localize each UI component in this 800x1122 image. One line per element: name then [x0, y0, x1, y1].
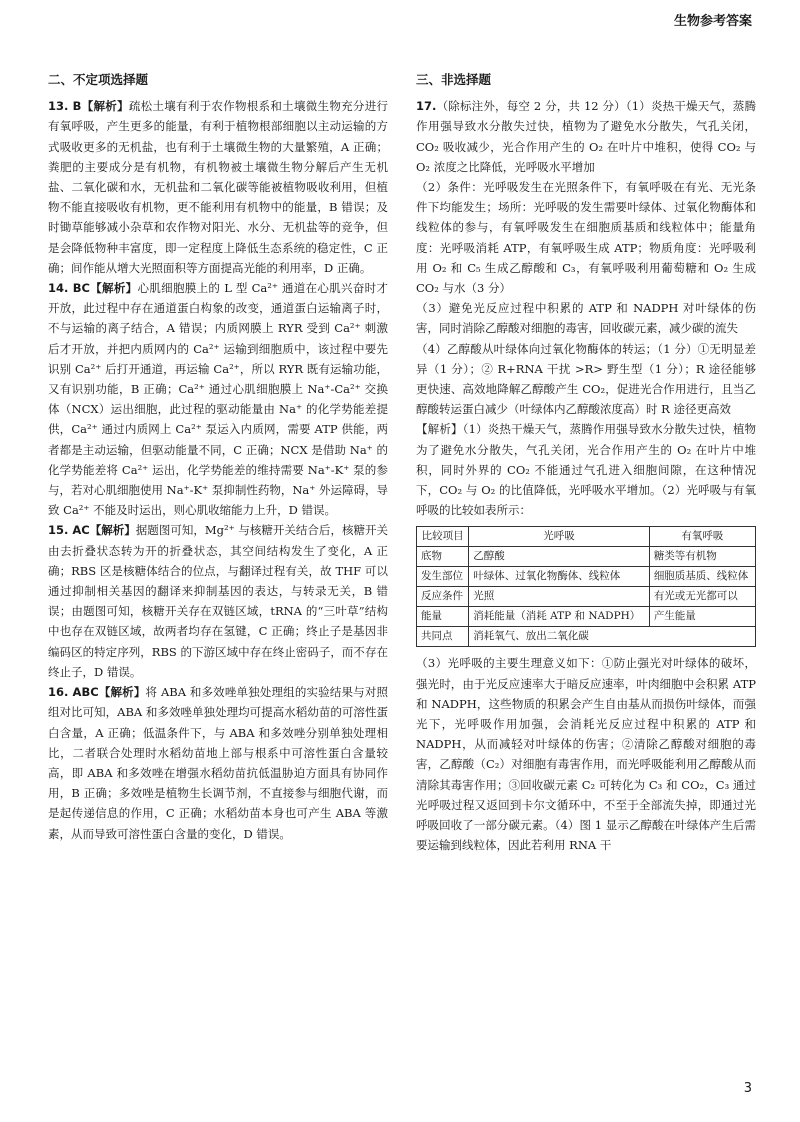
q17-part-4: （4）乙醇酸从叶绿体向过氧化物酶体的转运；（1 分）①无明显差异（1 分）；② R+RNA 干扰 >R> 野生型（1 分）；R 途径能够更快速、高效地降解乙醇酸产生 CO₂，促进光合作用进行，且当乙醇酸转运蛋白减少（叶绿体内乙醇酸浓度高）时 R 途径更高效 [416, 341, 756, 417]
answer-14 [48, 278, 388, 520]
table-row [417, 567, 756, 587]
q16-text: 将 ABA 和多效唑单独处理组的实验结果与对照组对比可知，ABA 和多效唑单独处理均可提高水稻幼苗的可溶性蛋白含量，A 正确；低温条件下，与 ABA 和多效唑分别单独处理相比，二者联合处理时水稻幼苗地上部与根系中可溶性蛋白含量较高，即 ABA 和多效唑在增强水稻幼苗抗低温胁迫方面具有协同作用，B 正确；多效唑是植物生长调节剂，不直接参与细胞代谢，而是起传递信息的作用，C 正确；水稻幼苗本身也可产生 ABA 等激素，从而导致可溶性蛋白含量的变化，D 错误。 [48, 685, 389, 841]
q17-number: 17. [416, 99, 437, 114]
table-cell: 糖类等有机物 [649, 547, 755, 567]
q13-tag: 【解析】 [81, 99, 129, 114]
q16-tag: 【解析】 [98, 685, 146, 700]
q13-text: 疏松土壤有利于农作物根系和土壤微生物充分进行有氧呼吸，产生更多的能量，有利于植物根部细胞以主动运输的方式吸收更多的无机盐，也有利于土壤微生物的大量繁殖，A 正确；粪肥的主要成分是有机物，有机物被土壤微生物分解后产生无机盐、二氧化碳和水，无机盐和二氧化碳等能被植物吸收利用，但植物不能直接吸收有机物，更不能利用有机物中的能量，B 错误；及时锄草能够减小杂草和农作物对阳光、水分、无机盐等的竞争，但是会降低物种丰富度，即一定程度上降低生态系统的稳定性，C 正确；间作能从增大光照面积等方面提高光能的利用率，D 正确。 [48, 99, 388, 275]
answer-13 [48, 96, 388, 278]
table-cell: 消耗能量（消耗 ATP 和 NADPH） [469, 607, 650, 627]
table-header-row [417, 527, 756, 547]
table-cell: 反应条件 [417, 587, 469, 607]
q15-tag: 【解析】 [89, 523, 136, 538]
table-cell: 消耗氧气、放出二氧化碳 [469, 627, 756, 647]
table-cell: 底物 [417, 547, 469, 567]
table-cell: 发生部位 [417, 567, 469, 587]
q17-part-3: （3）避免光反应过程中积累的 ATP 和 NADPH 对叶绿体的伤害，同时消除乙醇酸对细胞的毒害，回收碳元素，减少碳的流失 [416, 301, 756, 336]
q17-part-2: （2）条件：光呼吸发生在光照条件下，有氧呼吸在有光、无光条件下均能发生；场所：光呼吸的发生需要叶绿体、过氧化物酶体和线粒体的参与，有氧呼吸发生在细胞质基质和线粒体中；能量角度：光呼吸消耗 ATP，有氧呼吸生成 ATP；物质角度：光呼吸利用 O₂ 和 C₅ 生成乙醇酸和 C₃，有氧呼吸利用葡萄糖和 O₂ 生成 CO₂ 与水（3 分） [416, 180, 756, 296]
left-column [48, 66, 388, 844]
table-row [417, 547, 756, 567]
answer-15 [48, 520, 388, 682]
q17-part-intro [416, 96, 756, 177]
page-number: 3 [743, 1081, 752, 1096]
table-header: 有氧呼吸 [649, 527, 755, 547]
table-header: 光呼吸 [469, 527, 650, 547]
table-cell: 细胞质基质、线粒体 [649, 567, 755, 587]
comparison-table [416, 526, 756, 647]
q15-text: 据题图可知，Mg²⁺ 与核糖开关结合后，核糖开关由去折叠状态转为开的折叠状态，其空间结构发生了变化，A 正确；RBS 区是核糖体结合的位点，与翻译过程有关，故 THF 可以通过抑制相关基因的翻译来抑制基因的表达，与转录无关，B 错误；由题图可知，核糖开关存在双链区域，tRNA 的“三叶草”结构中也存在双链区域，故两者均存在氢键，C 正确；终止子是基因非编码区的特定序列，RBS 的下游区域中存在终止密码子，而不存在终止子，D 错误。 [48, 523, 388, 679]
section-title-choice: 二、不定项选择题 [48, 72, 149, 87]
table-cell: 有光或无光都可以 [649, 587, 755, 607]
section-title-open: 三、非选择题 [416, 72, 492, 87]
q14-tag: 【解析】 [89, 281, 138, 296]
right-column [416, 66, 756, 856]
table-cell: 共同点 [417, 627, 469, 647]
q16-number: 16. ABC [48, 685, 99, 700]
q17-analysis: 【解析】（1）炎热干燥天气，蒸腾作用强导致水分散失过快，植物为了避免水分散失，气孔关闭，光合作用产生的 O₂ 在叶片中堆积，同时外界的 CO₂ 不能通过气孔进入细胞间隙，在这种情况下，CO₂ 与 O₂ 的比值降低，光呼吸水平增加。（2）光呼吸与有氧呼吸的比较如表所示： [416, 422, 756, 518]
q14-number: 14. BC [48, 281, 90, 296]
header-title: 生物参考答案 [673, 14, 752, 29]
table-row [417, 607, 756, 627]
table-cell: 乙醇酸 [469, 547, 650, 567]
q15-number: 15. AC [48, 523, 90, 538]
q17-analysis-tail: （3）光呼吸的主要生理意义如下：①防止强光对叶绿体的破坏，强光时，由于光反应速率大于暗反应速率，叶肉细胞中会积累 ATP 和 NADPH，这些物质的积累会产生自由基从而损伤叶绿体，而强光下，光呼吸作用加强，会消耗光反应过程中积累的 ATP 和 NADPH，从而减轻对叶绿体的伤害；②清除乙醇酸对细胞的毒害，乙醇酸（C₂）对细胞有毒害作用，而光呼吸能利用乙醇酸从而清除其毒害作用；③回收碳元素 C₂ 可转化为 C₃ 和 CO₂，C₃ 通过光呼吸过程又返回到卡尔文循环中，不至于全部流失掉，即通过光呼吸回收了一部分碳元素。（4）图 1 显示乙醇酸在叶绿体产生后需要运输到线粒体，因此若利用 RNA 干 [416, 656, 756, 853]
q17-part-1: （除标注外，每空 2 分，共 12 分）（1）炎热干燥天气，蒸腾作用强导致水分散失过快，植物为了避免水分散失，气孔关闭，CO₂ 吸收减少，光合作用产生的 O₂ 在叶片中堆积，使得 CO₂ 与 O₂ 浓度之比降低，光呼吸水平增加 [416, 99, 756, 174]
table-cell: 产生能量 [649, 607, 755, 627]
answer-16 [48, 682, 388, 844]
table-row [417, 587, 756, 607]
q14-text: 心肌细胞膜上的 L 型 Ca²⁺ 通道在心肌兴奋时才开放，此过程中存在通道蛋白构象的改变，通道蛋白运输离子时，不与运输的离子结合，A 错误；内质网膜上 RYR 受到 Ca²⁺ 刺激后才开放，并把内质网内的 Ca²⁺ 运输到细胞质中，该过程中要先识别 Ca²⁺ 后打开通道，再运输 Ca²⁺，所以 RYR 既有运输功能，又有识别功能，B 正确；Ca²⁺ 通过心肌细胞膜上 Na⁺-Ca²⁺ 交换体（NCX）运出细胞，此过程的驱动能量由 Na⁺ 的化学势能差提供，Ca²⁺ 通过内质网上 Ca²⁺ 泵运入内质网，需要 ATP 供能，两者都是主动运输，但驱动能量不同，C 正确；NCX 是借助 Na⁺ 的化学势能差将 Ca²⁺ 运出，化学势能差的维持需要 Na⁺-K⁺ 泵的参与，若对心肌细胞使用 Na⁺-K⁺ 泵抑制性药物，Na⁺ 外运障碍，导致 Ca²⁺ 不能及时运出，则心肌收缩能力上升，D 错误。 [48, 281, 389, 518]
q13-number: 13. B [48, 99, 82, 114]
table-row [417, 627, 756, 647]
table-cell: 光照 [469, 587, 650, 607]
table-cell: 能量 [417, 607, 469, 627]
table-cell: 叶绿体、过氧化物酶体、线粒体 [469, 567, 650, 587]
table-header: 比较项目 [417, 527, 469, 547]
